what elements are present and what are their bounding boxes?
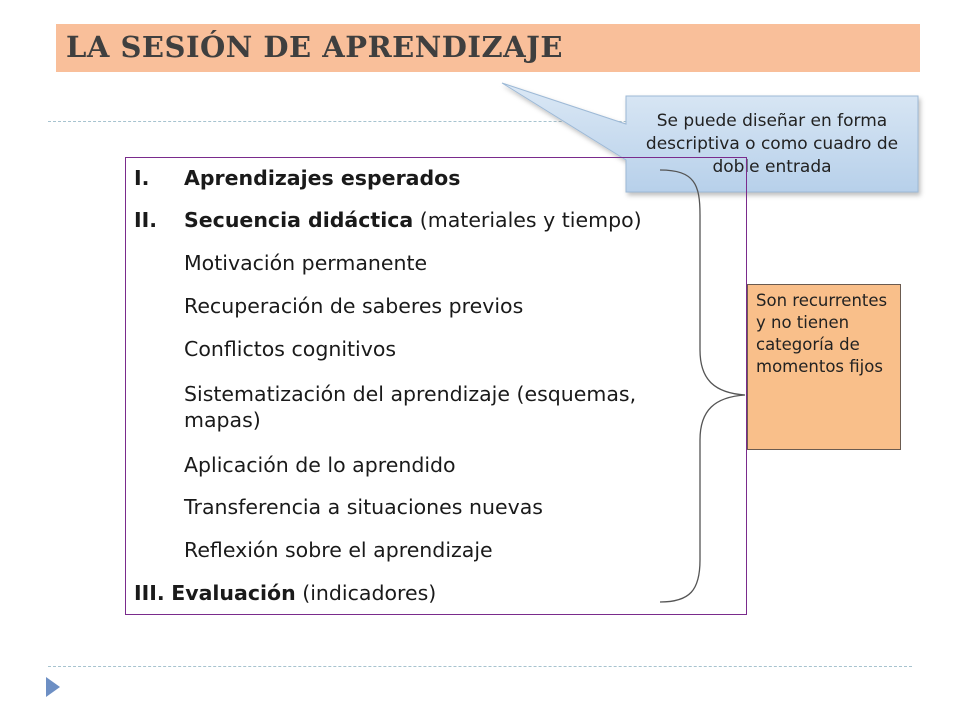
sub-item: Motivación permanente: [184, 251, 428, 275]
next-slide-arrow-icon[interactable]: [46, 677, 60, 697]
page-title: LA SESIÓN DE APRENDIZAJE: [66, 30, 563, 64]
sub-item: Aplicación de lo aprendido: [184, 453, 456, 477]
sub-item: Recuperación de saberes previos: [184, 294, 524, 318]
sub-item: mapas): [184, 408, 261, 432]
sub-item: Sistematización del aprendizaje (esquemas,: [184, 382, 637, 406]
item-number: II.: [134, 208, 158, 232]
item-heading: Evaluación: [171, 581, 296, 605]
item-heading: Secuencia didáctica: [184, 208, 414, 232]
item-heading: Aprendizajes esperados: [184, 166, 461, 190]
sub-item: Conflictos cognitivos: [184, 337, 397, 361]
item-detail: (indicadores): [295, 581, 437, 605]
item-number: I.: [134, 166, 150, 190]
callout-text: Se puede diseñar en forma descriptiva o como cuadro de doble entrada: [645, 110, 899, 177]
sub-item: Transferencia a situaciones nuevas: [184, 495, 543, 519]
content-box: [125, 157, 747, 615]
item-detail: (materiales y tiempo): [413, 208, 642, 232]
item-number: III.: [134, 581, 165, 605]
list-item: [134, 581, 436, 605]
note-box: Son recurrentes y no tienen categoría de momentos fijos: [747, 284, 901, 450]
sub-item: Reflexión sobre el aprendizaje: [184, 538, 493, 562]
